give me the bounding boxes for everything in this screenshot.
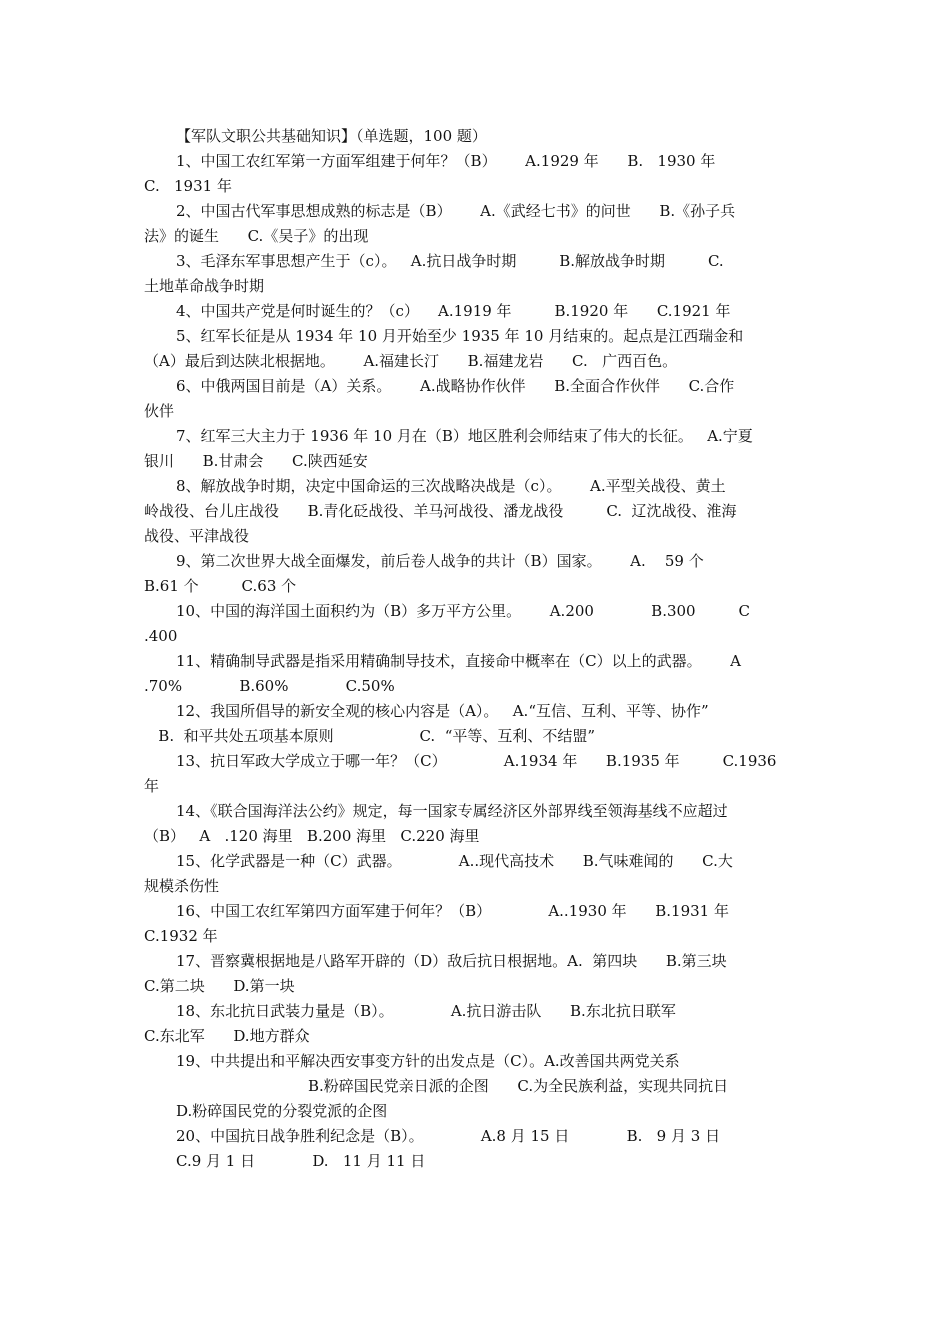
document-heading: 【军队文职公共基础知识】（单选题，100 题） xyxy=(176,127,487,145)
question-19-line-2: B.粉碎国民党亲日派的企图 C.为全民族利益，实现共同抗日 xyxy=(308,1077,729,1095)
question-6-line-2: 伙伴 xyxy=(144,402,175,420)
question-2-line-2: 法》的诞生 C.《吴子》的出现 xyxy=(144,227,369,245)
question-8-line-3: 战役、平津战役 xyxy=(144,527,250,545)
question-9-line-2: B.61 个 C.63 个 xyxy=(144,577,297,595)
question-12-line-1: 12、我国所倡导的新安全观的核心内容是（A）。 A.“互信、互利、平等、协作” xyxy=(176,702,709,720)
question-17-line-1: 17、晋察冀根据地是八路军开辟的（D）敌后抗日根据地。A. 第四块 B.第三块 xyxy=(176,952,727,970)
question-13-line-2: 年 xyxy=(144,777,160,795)
question-17-line-2: C.第二块 D.第一块 xyxy=(144,977,295,995)
question-6-line-1: 6、中俄两国目前是（A）关系。 A.战略协作伙伴 B.全面合作伙伴 C.合作 xyxy=(176,377,735,395)
question-15-line-2: 规模杀伤性 xyxy=(144,877,220,895)
question-14-line-2: （B） A .120 海里 B.200 海里 C.220 海里 xyxy=(144,827,480,845)
question-11-line-2: .70% B.60% C.50% xyxy=(144,677,395,695)
question-8-line-2: 岭战役、台儿庄战役 B.青化砭战役、羊马河战役、潘龙战役 C. 辽沈战役、淮海 xyxy=(144,502,737,520)
question-12-line-2: B. 和平共处五项基本原则 C. “平等、互利、不结盟” xyxy=(144,727,596,745)
question-14-line-1: 14、《联合国海洋法公约》规定，每一国家专属经济区外部界线至领海基线不应超过 xyxy=(176,802,728,820)
document-body xyxy=(144,124,806,1174)
question-20-line-2: C.9 月 1 日 D. 11 月 11 日 xyxy=(176,1152,426,1170)
question-18-line-1: 18、东北抗日武装力量是（B）。 A.抗日游击队 B.东北抗日联军 xyxy=(176,1002,676,1020)
question-16-line-1: 16、中国工农红军第四方面军建于何年？（B） A..1930 年 B.1931 年 xyxy=(176,902,729,920)
question-1-line-2: C. 1931 年 xyxy=(144,177,232,195)
question-3-line-2: 土地革命战争时期 xyxy=(144,277,265,295)
question-7-line-2: 银川 B.甘肃会 C.陕西延安 xyxy=(144,452,368,470)
question-10-line-2: .400 xyxy=(144,627,178,645)
question-4-line-1: 4、中国共产党是何时诞生的？（c） A.1919 年 B.1920 年 C.1921 年 xyxy=(176,302,731,320)
question-11-line-1: 11、精确制导武器是指采用精确制导技术，直接命中概率在（C）以上的武器。 A xyxy=(176,652,742,670)
question-18-line-2: C.东北军 D.地方群众 xyxy=(144,1027,310,1045)
question-15-line-1: 15、化学武器是一种（C）武器。 A..现代高技术 B.气味难闻的 C.大 xyxy=(176,852,733,870)
question-13-line-1: 13、抗日军政大学成立于哪一年？（C） A.1934 年 B.1935 年 C.1936 xyxy=(176,752,777,770)
question-16-line-2: C.1932 年 xyxy=(144,927,218,945)
question-2-line-1: 2、中国古代军事思想成熟的标志是（B） A.《武经七书》的问世 B.《孙子兵 xyxy=(176,202,736,220)
question-3-line-1: 3、毛泽东军事思想产生于（c）。 A.抗日战争时期 B.解放战争时期 C. xyxy=(176,252,724,270)
question-5-line-2: （A）最后到达陕北根据地。 A.福建长汀 B.福建龙岩 C. 广西百色。 xyxy=(144,352,678,370)
question-5-line-1: 5、红军长征是从 1934 年 10 月开始至少 1935 年 10 月结束的。起点是江西瑞金和 xyxy=(176,327,744,345)
question-19-line-1: 19、中共提出和平解决西安事变方针的出发点是（C）。A.改善国共两党关系 xyxy=(176,1052,680,1070)
question-8-line-1: 8、解放战争时期，决定中国命运的三次战略决战是（c）。 A.平型关战役、黄土 xyxy=(176,477,726,495)
question-1-line-1: 1、中国工农红军第一方面军组建于何年？（B） A.1929 年 B. 1930 年 xyxy=(176,152,716,170)
question-7-line-1: 7、红军三大主力于 1936 年 10 月在（B）地区胜利会师结束了伟大的长征。 A.宁夏 xyxy=(176,427,753,445)
question-10-line-1: 10、中国的海洋国土面积约为（B）多万平方公里。 A.200 B.300 C xyxy=(176,602,750,620)
question-19-line-3: D.粉碎国民党的分裂党派的企图 xyxy=(176,1102,388,1120)
question-20-line-1: 20、中国抗日战争胜利纪念是（B）。 A.8 月 15 日 B. 9 月 3 日 xyxy=(176,1127,721,1145)
question-9-line-1: 9、第二次世界大战全面爆发，前后卷人战争的共计（B）国家。 A. 59 个 xyxy=(176,552,704,570)
